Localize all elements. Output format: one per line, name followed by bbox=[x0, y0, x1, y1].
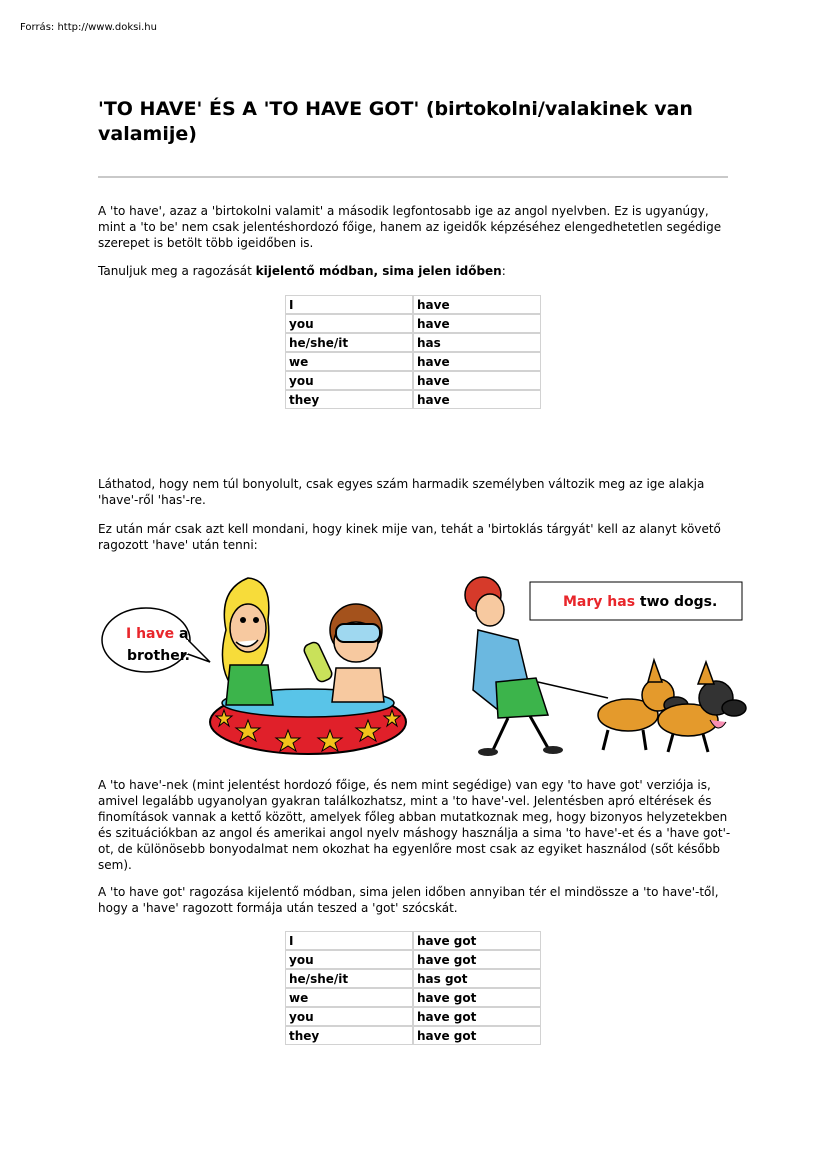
pronoun-cell: they bbox=[285, 390, 413, 409]
table-row bbox=[285, 1026, 541, 1045]
table-row bbox=[285, 1007, 541, 1026]
caption-red-text: Mary has bbox=[563, 594, 636, 610]
verb-cell: have bbox=[413, 295, 541, 314]
caption-black-text: two dogs. bbox=[635, 594, 718, 610]
pool-scene-image bbox=[210, 578, 406, 754]
verb-cell: have got bbox=[413, 988, 541, 1007]
verb-cell: have got bbox=[413, 950, 541, 969]
bubble-line-1 bbox=[126, 626, 188, 642]
paragraph-4: A 'to have'-nek (mint jelentést hordozó főige, és nem mint segédige) van egy 'to have got' verziója is, amivel legalább ugyanolyan gyakran találkozhatsz, mint a 'to have'-vel. Jelentésben apró eltérések és finomítások vannak a kettő között, amelyek főleg abban mutatkoznak meg, hogy bizonyos helyzetekben és szituációkban az angol és amerikai angol nyelv máshogy használja a sima 'to have'-et és a 'have got'-ot, de különösebb bonyodalmat nem okozhat ha egyenlőre most csak az egyiket használod (sőt később sem). bbox=[98, 778, 731, 872]
learn-prefix: Tanuljuk meg a ragozását bbox=[98, 264, 256, 278]
pronoun-cell: you bbox=[285, 371, 413, 390]
have-conjugation-table bbox=[285, 295, 541, 409]
pronoun-cell: you bbox=[285, 1007, 413, 1026]
caption-text bbox=[563, 594, 717, 610]
pronoun-cell: he/she/it bbox=[285, 333, 413, 352]
verb-cell: have bbox=[413, 314, 541, 333]
source-link[interactable]: Forrás: http://www.doksi.hu bbox=[20, 22, 157, 33]
paragraph-5: A 'to have got' ragozása kijelentő módban, sima jelen időben annyiban tér el mindössze a 'to have'-től, hogy a 'have' ragozott formája után teszed a 'got' szócskát. bbox=[98, 885, 719, 915]
learn-bold: kijelentő módban, sima jelen időben bbox=[255, 264, 502, 278]
verb-cell: have bbox=[413, 390, 541, 409]
bubble-black-text: a bbox=[174, 626, 189, 642]
cartoon-illustration bbox=[98, 570, 748, 760]
learn-paragraph bbox=[98, 263, 734, 279]
pronoun-cell: they bbox=[285, 1026, 413, 1045]
verb-cell: have got bbox=[413, 1026, 541, 1045]
learn-suffix: : bbox=[501, 264, 506, 278]
table-row bbox=[285, 371, 541, 390]
table-row bbox=[285, 314, 541, 333]
table-row bbox=[285, 931, 541, 950]
table-row bbox=[285, 988, 541, 1007]
paragraph-2: Láthatod, hogy nem túl bonyolult, csak egyes szám harmadik személyben változik meg az ige alakja 'have'-ről 'has'-re. bbox=[98, 477, 705, 507]
table-row bbox=[285, 333, 541, 352]
title-divider bbox=[98, 176, 728, 178]
pronoun-cell: we bbox=[285, 352, 413, 371]
bubble-line-2: brother. bbox=[127, 648, 190, 664]
pronoun-cell: you bbox=[285, 314, 413, 333]
verb-cell: have got bbox=[413, 931, 541, 950]
intro-paragraph: A 'to have', azaz a 'birtokolni valamit' a második legfontosabb ige az angol nyelvben. Ez is ugyanúgy, mint a 'to be' nem csak jelentéshordozó főige, hanem az igeidők képzéséhez elengedhetetlen segédige szerepet is betölt több igeidőben is. bbox=[98, 204, 722, 250]
verb-cell: has got bbox=[413, 969, 541, 988]
table-row bbox=[285, 969, 541, 988]
verb-cell: have got bbox=[413, 1007, 541, 1026]
table-row bbox=[285, 950, 541, 969]
page-title: 'TO HAVE' ÉS A 'TO HAVE GOT' (birtokolni/valakinek van valamije) bbox=[98, 98, 693, 145]
verb-cell: has bbox=[413, 333, 541, 352]
pronoun-cell: he/she/it bbox=[285, 969, 413, 988]
pronoun-cell: we bbox=[285, 988, 413, 1007]
table-row bbox=[285, 352, 541, 371]
have-got-conjugation-table bbox=[285, 931, 541, 1045]
bubble-red-text: I have bbox=[126, 626, 175, 642]
paragraph-3: Ez után már csak azt kell mondani, hogy kinek mije van, tehát a 'birtoklás tárgyát' kell az alanyt követő ragozott 'have' után tenni: bbox=[98, 522, 721, 552]
verb-cell: have bbox=[413, 371, 541, 390]
pronoun-cell: I bbox=[285, 931, 413, 950]
pronoun-cell: I bbox=[285, 295, 413, 314]
pronoun-cell: you bbox=[285, 950, 413, 969]
verb-cell: have bbox=[413, 352, 541, 371]
table-row bbox=[285, 295, 541, 314]
table-row bbox=[285, 390, 541, 409]
